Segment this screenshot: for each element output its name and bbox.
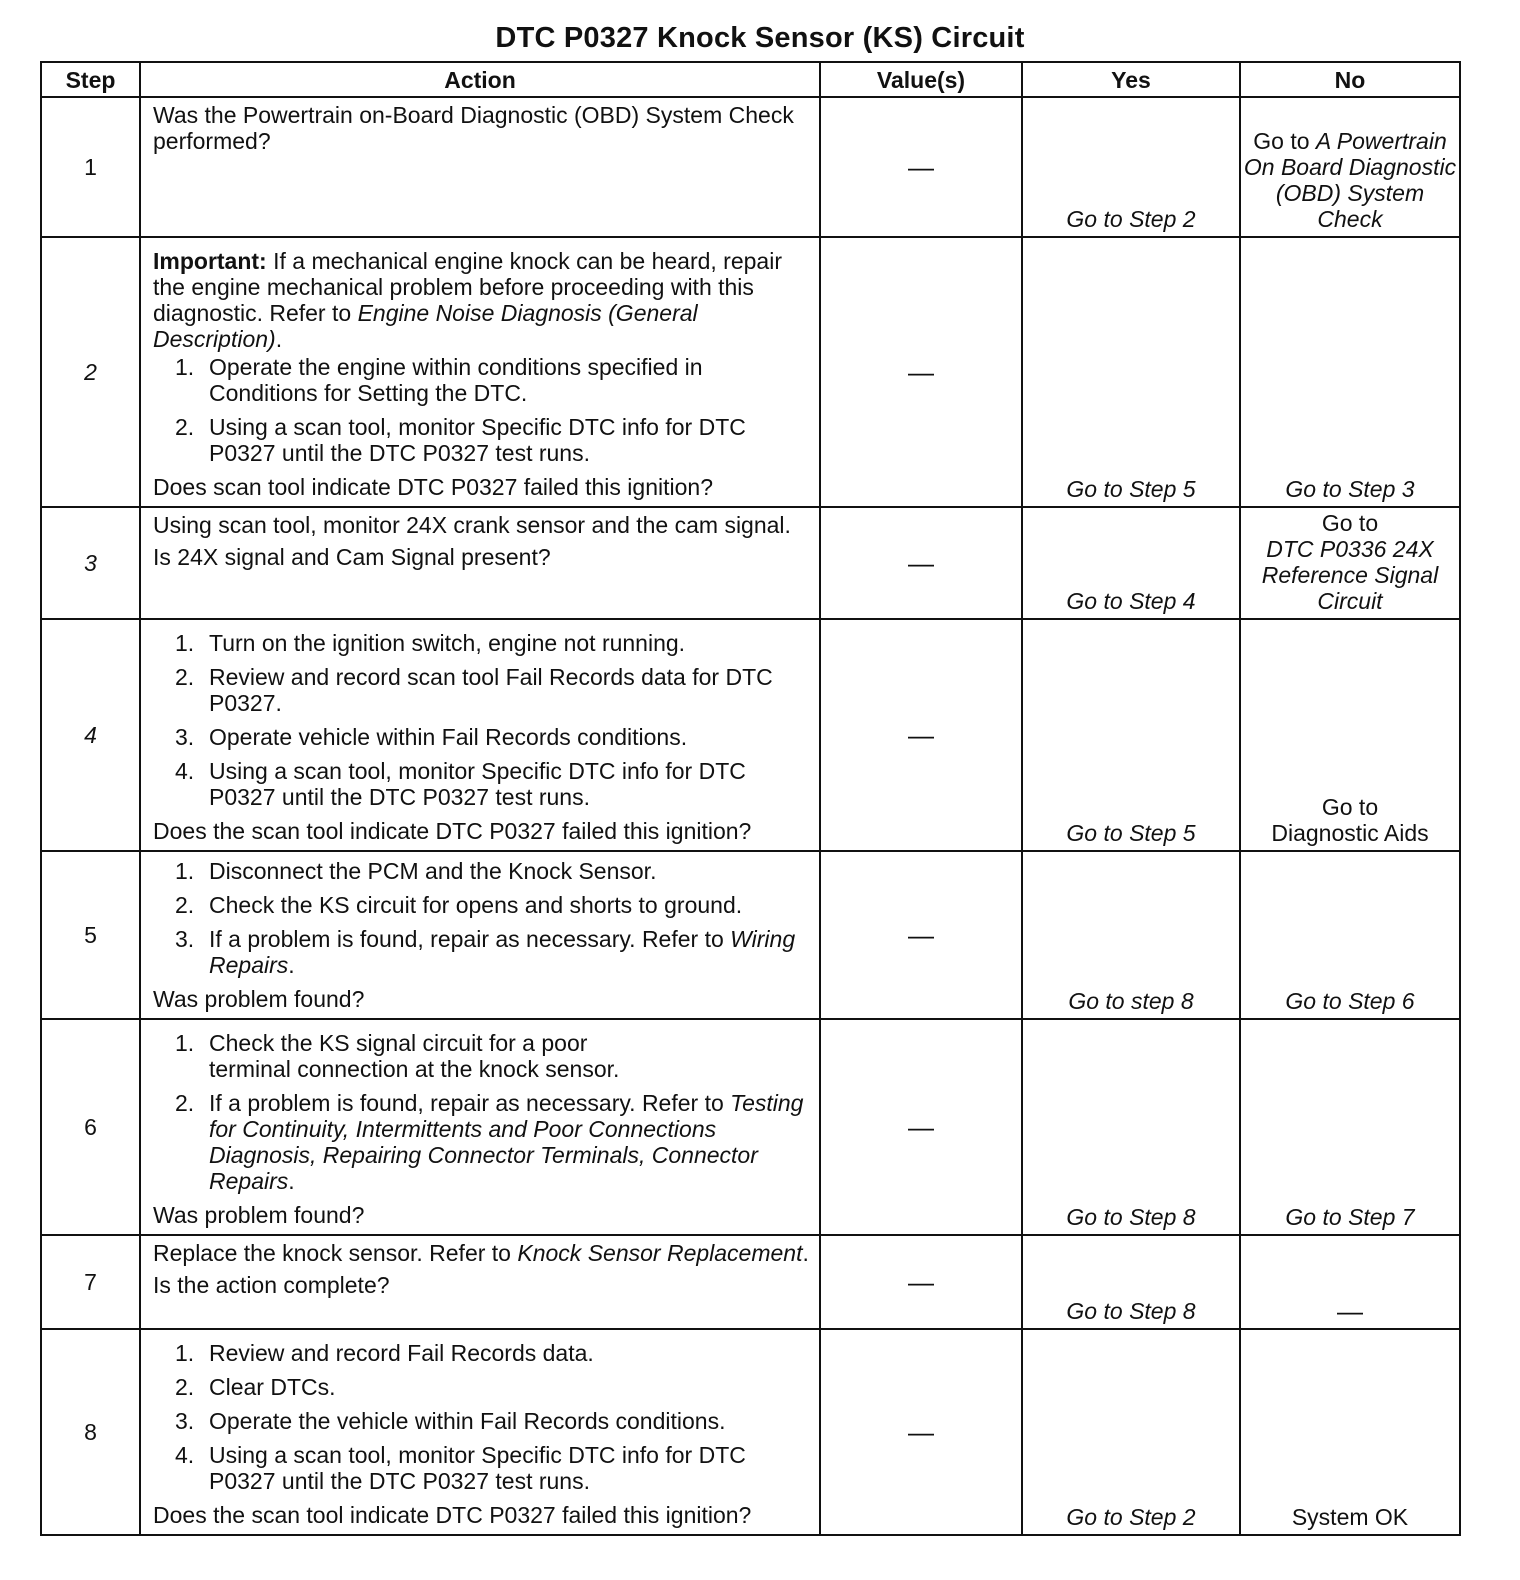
list-item-text: Using a scan tool, monitor Specific DTC info for DTC P0327 until the DTC P0327 test runs. [209, 414, 746, 466]
table-row [41, 1329, 1460, 1535]
action-question: Does scan tool indicate DTC P0327 failed this ignition? [153, 474, 713, 500]
value-cell: — [820, 619, 1022, 851]
value-cell: — [820, 851, 1022, 1019]
value-cell: — [820, 237, 1022, 507]
list-item: 4. Using a scan tool, monitor Specific DTC info for DTC P0327 until the DTC P0327 test runs. [175, 758, 746, 810]
action-cell [140, 237, 820, 507]
diagnostic-table [40, 61, 1461, 1536]
table-row [41, 507, 1460, 619]
list-item-text: Review and record scan tool Fail Records data for DTC P0327. [209, 664, 773, 716]
list-item-text: If a problem is found, repair as necessary. Refer to [209, 926, 731, 952]
no-cell: Go to Step 3 [1240, 237, 1460, 507]
list-item-text: Check the KS signal circuit for a poor terminal connection at the knock sensor. [209, 1030, 620, 1082]
list-item-text: Operate vehicle within Fail Records conditions. [209, 724, 688, 750]
action-question: Does the scan tool indicate DTC P0327 failed this ignition? [153, 818, 752, 844]
action-cell [140, 851, 820, 1019]
action-cell [140, 1329, 820, 1535]
important-end: . [275, 326, 283, 352]
step-number: 7 [41, 1235, 140, 1329]
yes-cell: Go to Step 5 [1022, 237, 1240, 507]
list-item: 2. If a problem is found, repair as necessary. Refer to Testing for Continuity, Intermittents and Poor Connections Diagnosis, Repairing Connector Terminals, Connector Repairs. [175, 1090, 804, 1194]
action-question: Is the action complete? [153, 1272, 390, 1298]
important-label: Important: [153, 248, 267, 274]
no-reference: DTC P0336 24X Reference Signal Circuit [1261, 536, 1439, 614]
step-number: 3 [41, 507, 140, 619]
list-item-text: Operate the vehicle within Fail Records conditions. [209, 1408, 726, 1434]
table-row [41, 851, 1460, 1019]
list-item-reference: Wiring Repairs [209, 926, 796, 978]
list-item-text: Clear DTCs. [209, 1374, 336, 1400]
table-row [41, 97, 1460, 237]
no-cell: — [1240, 1235, 1460, 1329]
list-item-text: Check the KS circuit for opens and shorts to ground. [209, 892, 743, 918]
procedure-list [153, 858, 809, 978]
list-item-text: Turn on the ignition switch, engine not running. [209, 630, 686, 656]
step-number: 6 [41, 1019, 140, 1235]
list-item: 1. Review and record Fail Records data. [175, 1340, 594, 1366]
table-header-row [41, 62, 1460, 97]
list-item: 1. Operate the engine within conditions specified in Conditions for Setting the DTC. [175, 354, 703, 406]
action-cell [140, 1235, 820, 1329]
no-cell: Go to Step 7 [1240, 1019, 1460, 1235]
action-question: Was problem found? [153, 1202, 365, 1228]
step-number: 5 [41, 851, 140, 1019]
list-item: 1. Disconnect the PCM and the Knock Sensor. [175, 858, 657, 884]
procedure-list [153, 630, 809, 810]
important-note [153, 248, 809, 352]
list-item: 3. If a problem is found, repair as necessary. Refer to Wiring Repairs. [175, 926, 796, 978]
action-cell [140, 1019, 820, 1235]
important-text: If a mechanical engine knock can be heard, repair the engine mechanical problem before proceeding with this diagnostic. Refer to [153, 248, 782, 326]
header-no: No [1240, 62, 1460, 97]
no-cell [1240, 507, 1460, 619]
procedure-list [153, 1030, 809, 1194]
action-cell [140, 507, 820, 619]
list-item-text: Using a scan tool, monitor Specific DTC info for DTC P0327 until the DTC P0327 test runs. [209, 1442, 746, 1494]
list-item-end: . [288, 1168, 295, 1194]
list-item-text: Operate the engine within conditions specified in Conditions for Setting the DTC. [209, 354, 703, 406]
action-end: . [802, 1240, 809, 1266]
no-prefix: Go to [1253, 128, 1316, 154]
list-item-end: . [288, 952, 295, 978]
yes-cell: Go to step 8 [1022, 851, 1240, 1019]
action-question: Was problem found? [153, 986, 365, 1012]
no-cell: System OK [1240, 1329, 1460, 1535]
table-row [41, 619, 1460, 851]
action-text-main: Replace the knock sensor. Refer to [153, 1240, 518, 1266]
action-cell [140, 97, 820, 237]
list-item: 1. Check the KS signal circuit for a poor terminal connection at the knock sensor. [175, 1030, 620, 1082]
action-text [153, 1240, 809, 1266]
action-question: Does the scan tool indicate DTC P0327 failed this ignition? [153, 1502, 752, 1528]
action-cell [140, 619, 820, 851]
no-cell: Go to Step 6 [1240, 851, 1460, 1019]
value-cell: — [820, 1019, 1022, 1235]
value-cell: — [820, 97, 1022, 237]
page-title: DTC P0327 Knock Sensor (KS) Circuit [495, 22, 1025, 54]
no-line-2: Diagnostic Aids [1271, 820, 1429, 846]
no-line-1: Go to [1321, 794, 1379, 820]
procedure-list [153, 1340, 809, 1494]
header-yes: Yes [1022, 62, 1240, 97]
no-prefix: Go to [1321, 510, 1379, 536]
step-number: 8 [41, 1329, 140, 1535]
list-item: 2. Using a scan tool, monitor Specific DTC info for DTC P0327 until the DTC P0327 test runs. [175, 414, 746, 466]
action-text: Using scan tool, monitor 24X crank sensor and the cam signal. [153, 512, 791, 538]
list-item: 4. Using a scan tool, monitor Specific DTC info for DTC P0327 until the DTC P0327 test runs. [175, 1442, 746, 1494]
yes-cell: Go to Step 2 [1022, 1329, 1240, 1535]
no-cell [1240, 97, 1460, 237]
list-item-text: Disconnect the PCM and the Knock Sensor. [209, 858, 657, 884]
step-number: 2 [41, 237, 140, 507]
no-reference: A Powertrain On Board Diagnostic (OBD) System Check [1243, 128, 1457, 232]
table-row [41, 237, 1460, 507]
yes-cell: Go to Step 8 [1022, 1019, 1240, 1235]
list-item-reference: Testing for Continuity, Intermittents and Poor Connections Diagnosis, Repairing Connector Terminals, Connector Repairs [209, 1090, 804, 1194]
list-item-text: Review and record Fail Records data. [209, 1340, 594, 1366]
yes-cell: Go to Step 4 [1022, 507, 1240, 619]
step-number: 1 [41, 97, 140, 237]
list-item: 2. Check the KS circuit for opens and shorts to ground. [175, 892, 743, 918]
yes-cell: Go to Step 2 [1022, 97, 1240, 237]
no-cell [1240, 619, 1460, 851]
list-item-text: Using a scan tool, monitor Specific DTC info for DTC P0327 until the DTC P0327 test runs. [209, 758, 746, 810]
list-item: 3. Operate vehicle within Fail Records conditions. [175, 724, 688, 750]
action-question: Is 24X signal and Cam Signal present? [153, 544, 551, 570]
important-reference: Engine Noise Diagnosis (General Description) [153, 300, 698, 352]
table-row [41, 1235, 1460, 1329]
yes-cell: Go to Step 8 [1022, 1235, 1240, 1329]
action-reference: Knock Sensor Replacement [517, 1240, 803, 1266]
value-cell: — [820, 1235, 1022, 1329]
yes-cell: Go to Step 5 [1022, 619, 1240, 851]
list-item: 1. Turn on the ignition switch, engine not running. [175, 630, 686, 656]
list-item: 2. Clear DTCs. [175, 1374, 336, 1400]
header-values: Value(s) [820, 62, 1022, 97]
value-cell: — [820, 507, 1022, 619]
list-item-text: If a problem is found, repair as necessary. Refer to [209, 1090, 731, 1116]
list-item: 2. Review and record scan tool Fail Records data for DTC P0327. [175, 664, 773, 716]
action-text: Was the Powertrain on-Board Diagnostic (OBD) System Check performed? [153, 102, 794, 154]
step-number: 4 [41, 619, 140, 851]
table-row [41, 1019, 1460, 1235]
header-step: Step [41, 62, 140, 97]
procedure-list [153, 354, 809, 466]
value-cell: — [820, 1329, 1022, 1535]
header-action: Action [140, 62, 820, 97]
list-item: 3. Operate the vehicle within Fail Records conditions. [175, 1408, 726, 1434]
